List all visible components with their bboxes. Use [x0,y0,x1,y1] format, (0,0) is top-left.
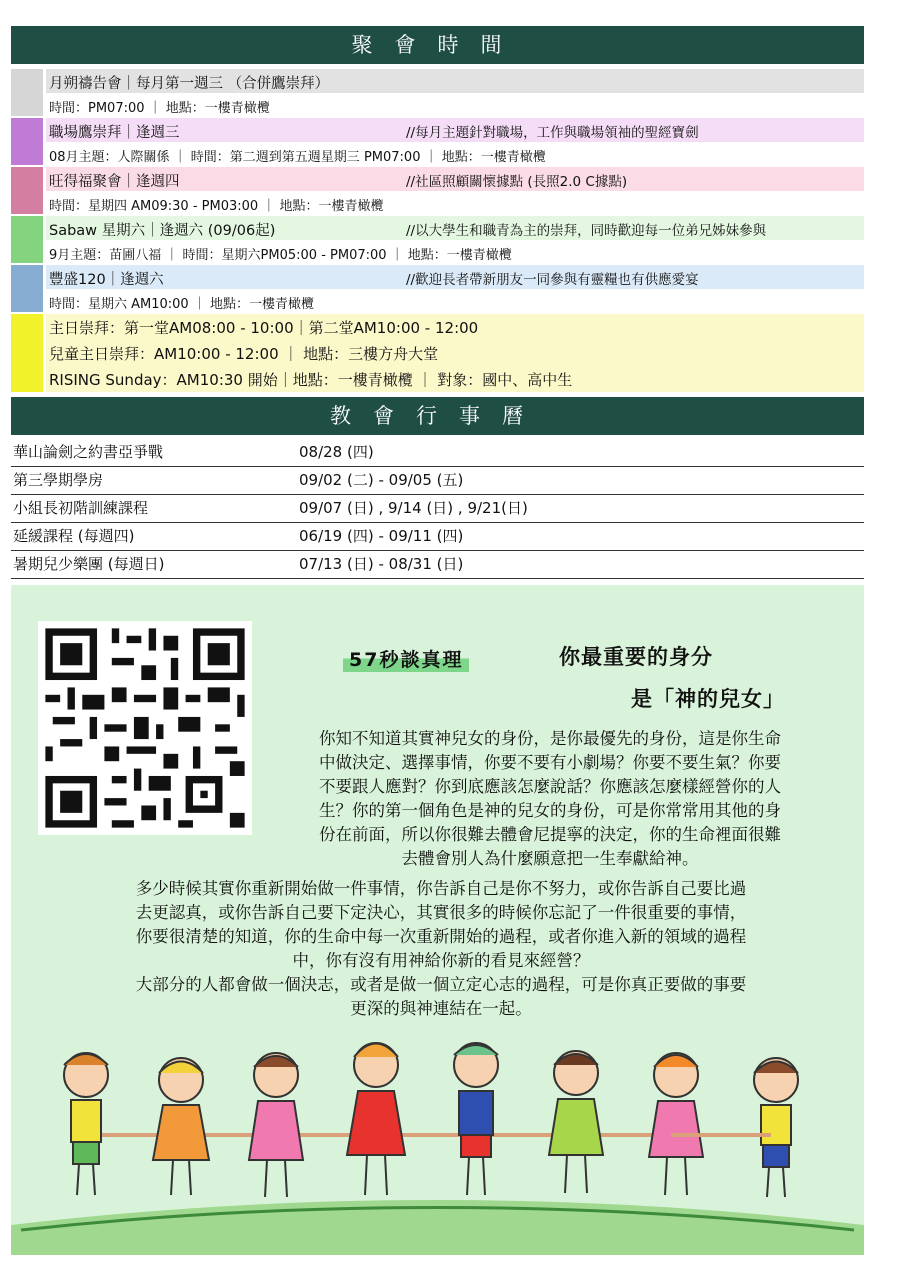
calendar-row [11,439,864,467]
truth-paragraph-1: 你知不知道其實神兒女的身份，是你最優先的身份，這是你生命 中做決定、選擇事情，你要不要有小劇場？你要不要生氣？你要 不要跟人應對？你到底應該怎麼說話？你應該怎麼樣經營你的人 生？你的第一個角色是神的兒女的身份，可是你常常用其他的身 份在前面，所以你很難去體會尼提寧的決定，你的生命裡面很難 去體會別人為什麼願意把一生奉獻給神。 [319,729,781,868]
color-strip [11,69,43,116]
meeting-row-sunday [11,314,864,392]
color-strip [11,118,43,165]
qr-code-icon[interactable] [38,621,252,835]
meeting-title: 豐盛120｜逢週六 [49,272,164,288]
calendar-row [11,495,864,523]
truth-panel [11,585,864,1255]
event-date: 07/13 (日) - 08/31 (日) [299,555,464,573]
meeting-row-sabaw [11,216,864,263]
color-strip [11,265,43,312]
color-strip [11,167,43,214]
meeting-note: //社區照顧關懷據點 (長照2.0 C據點) [406,174,628,190]
calendar-row [11,467,864,495]
meeting-title: Sabaw 星期六｜逢週六 (09/06起) [49,223,276,239]
children-service-line: 兒童主日崇拜：AM10:00 - 12:00 ｜ 地點：三樓方舟大堂 [49,345,439,363]
meeting-detail: 時間：星期四 AM09:30 - PM03:00 ｜ 地點：一樓青橄欖 [49,199,384,214]
meeting-note: //以大學生和職青為主的崇拜，同時歡迎每一位弟兄姊妹參與 [406,223,767,239]
meeting-title: 月朔禱告會｜每月第一週三 （合併鷹崇拜） [49,76,330,92]
truth-tag: 57秒談真理 [343,645,469,672]
meeting-title: 旺得福聚會｜逢週四 [49,174,180,190]
event-date: 08/28 (四) [299,443,374,461]
event-date: 09/02 (二) - 09/05 (五) [299,471,464,489]
truth-title-line2: 是「神的兒女」 [631,687,785,711]
meeting-note: //歡迎長者帶新朋友一同參與有靈糧也有供應愛宴 [406,272,699,288]
event-name: 暑期兒少樂團 (每週日) [13,555,165,573]
meeting-row-workplace [11,118,864,165]
children-holding-hands-illustration [11,1025,864,1255]
meeting-row-wonderful [11,167,864,214]
event-name: 小組長初階訓練課程 [13,499,149,517]
event-name: 華山論劍之約書亞爭戰 [13,443,164,461]
calendar-header: 教會行事曆 [11,397,864,435]
truth-title-line1: 你最重要的身分 [559,645,713,669]
event-date: 06/19 (四) - 09/11 (四) [299,527,464,545]
color-strip [11,314,43,392]
meeting-detail: 時間：PM07:00 ｜ 地點：一樓青橄欖 [49,101,270,116]
meeting-detail: 08月主題：人際關係 ｜ 時間：第二週到第五週星期三 PM07:00 ｜ 地點：一樓青橄欖 [49,150,546,165]
meeting-detail: 時間：星期六 AM10:00 ｜ 地點：一樓青橄欖 [49,297,314,312]
rising-sunday-line: RISING Sunday：AM10:30 開始｜地點：一樓青橄欖 ｜ 對象：國中、高中生 [49,371,573,389]
meeting-row-abundance [11,265,864,312]
truth-paragraph-2: 多少時候其實你重新開始做一件事情，你告訴自己是你不努力，或你告訴自己要比過 去更認真，或你告訴自己要下定決心，其實很多的時候你忘記了一件很重要的事情， 你要很清楚的知道，你的生命中每一次重新開始的過程，或者你進入新的領域的過程 中，你有沒有用神給你新的看見來經營？ 大部分的人都會做一個決志，或者是做一個立定心志的過程，可是你真正要做的事要 更深的與神連結在一起。 [135,879,747,1018]
calendar-row [11,551,864,579]
meeting-times-header: 聚會時間 [11,26,864,64]
event-date: 09/07 (日) , 9/14 (日) , 9/21(日) [299,499,528,517]
meeting-title: 職場鷹崇拜｜逢週三 [49,125,180,141]
meeting-detail: 9月主題：苗圃八福 ｜ 時間：星期六PM05:00 - PM07:00 ｜ 地點：一樓青橄欖 [49,248,512,263]
meeting-row-prayer [11,69,864,116]
calendar-row [11,523,864,551]
sunday-service-line: 主日崇拜：第一堂AM08:00 - 10:00｜第二堂AM10:00 - 12:00 [49,319,479,337]
color-strip [11,216,43,263]
event-name: 第三學期學房 [13,471,104,489]
meeting-note: //每月主題針對職場，工作與職場領袖的聖經寶劍 [406,125,699,141]
event-name: 延緩課程 (每週四) [13,527,135,545]
